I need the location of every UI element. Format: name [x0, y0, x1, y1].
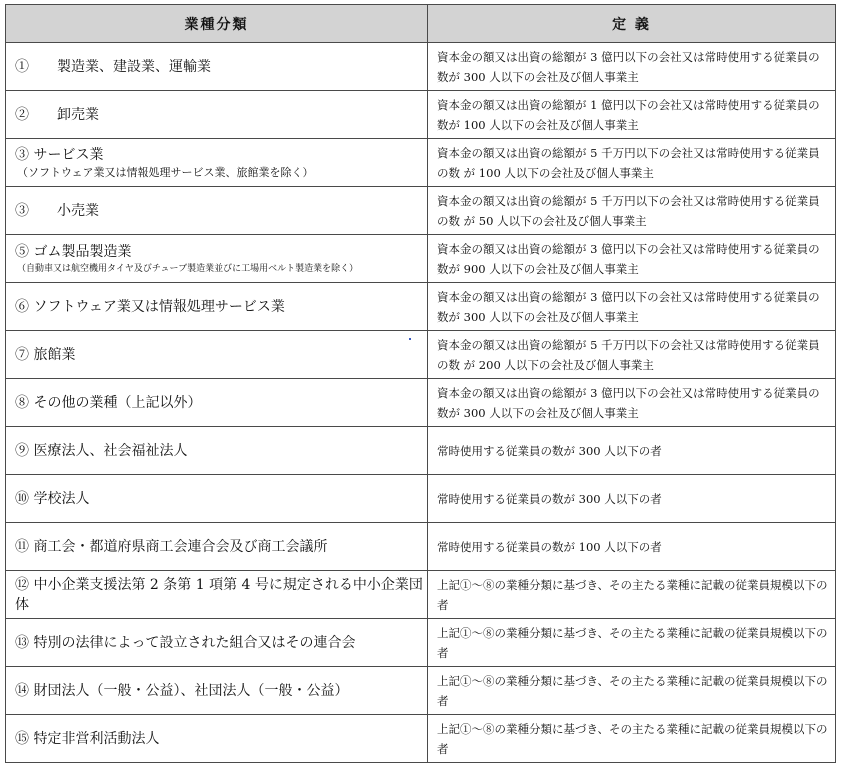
category-label: ⑦ 旅館業: [15, 346, 76, 363]
category-label: ③ 小売業: [15, 202, 99, 219]
header-category: 業種分類: [6, 5, 428, 43]
definition-text: 資本金の額又は出資の総額が 5 千万円以下の会社又は常時使用する従業員の数 が 50 人以下の会社及び個人事業主: [437, 193, 820, 228]
definition-text: 常時使用する従業員の数が 100 人以下の者: [437, 539, 662, 554]
definition-cell: [428, 619, 836, 667]
definition-cell: [428, 667, 836, 715]
definition-cell: [428, 91, 836, 139]
category-cell: [6, 235, 428, 283]
table-row: [6, 571, 836, 619]
table-row: [6, 379, 836, 427]
definition-cell: [428, 331, 836, 379]
category-cell: [6, 283, 428, 331]
category-label: ⑪ 商工会・都道府県商工会連合会及び商工会議所: [15, 538, 328, 555]
table-row: [6, 187, 836, 235]
definition-text: 資本金の額又は出資の総額が 5 千万円以下の会社又は常時使用する従業員の数 が 100 人以下の会社及び個人事業主: [437, 145, 820, 180]
category-label: ① 製造業、建設業、運輸業: [15, 58, 211, 75]
definition-text: 資本金の額又は出資の総額が 3 億円以下の会社又は常時使用する従業員の数が 900 人以下の会社及び個人事業主: [437, 241, 820, 276]
category-label: ⑬ 特別の法律によって設立された組合又はその連合会: [15, 634, 356, 651]
definition-text: 資本金の額又は出資の総額が 3 億円以下の会社又は常時使用する従業員の数が 300 人以下の会社及び個人事業主: [437, 385, 820, 420]
definition-cell: [428, 715, 836, 763]
definition-text: 常時使用する従業員の数が 300 人以下の者: [437, 491, 662, 506]
category-label: ⑭ 財団法人（一般・公益）、社団法人（一般・公益）: [15, 682, 349, 699]
category-cell: [6, 523, 428, 571]
table-row: [6, 43, 836, 91]
definition-cell: [428, 475, 836, 523]
industry-definition-table: [5, 4, 836, 763]
category-cell: [6, 571, 428, 619]
table-row: [6, 91, 836, 139]
category-label: ⑮ 特定非営利活動法人: [15, 730, 160, 747]
table-row: [6, 475, 836, 523]
table-row: [6, 667, 836, 715]
category-cell: [6, 715, 428, 763]
table-row: [6, 139, 836, 187]
category-note: （自動車又は航空機用タイヤ及びチューブ製造業並びに工場用ベルト製造業を除く）: [17, 263, 359, 274]
definition-cell: [428, 235, 836, 283]
category-label: ⑩ 学校法人: [15, 490, 90, 507]
definition-text: 上記①～⑧の業種分類に基づき、その主たる業種に記載の従業員規模以下の者: [437, 673, 828, 708]
definition-text: 資本金の額又は出資の総額が 3 億円以下の会社又は常時使用する従業員の数が 300 人以下の会社及び個人事業主: [437, 49, 820, 84]
category-label: ⑫ 中小企業支援法第 2 条第 1 項第 4 号に規定される中小企業団体: [15, 576, 423, 613]
stray-dot-mark: [409, 338, 411, 340]
definition-cell: [428, 571, 836, 619]
definition-cell: [428, 139, 836, 187]
definition-text: 上記①～⑧の業種分類に基づき、その主たる業種に記載の従業員規模以下の者: [437, 721, 828, 756]
definition-cell: [428, 523, 836, 571]
table-row: [6, 619, 836, 667]
definition-text: 資本金の額又は出資の総額が 1 億円以下の会社又は常時使用する従業員の数が 100 人以下の会社及び個人事業主: [437, 97, 820, 132]
category-label: ⑨ 医療法人、社会福祉法人: [15, 442, 188, 459]
category-label: ⑤ ゴム製品製造業: [15, 243, 132, 260]
category-cell: [6, 91, 428, 139]
definition-text: 資本金の額又は出資の総額が 3 億円以下の会社又は常時使用する従業員の数が 300 人以下の会社及び個人事業主: [437, 289, 820, 324]
table-row: [6, 715, 836, 763]
category-cell: [6, 427, 428, 475]
category-cell: [6, 187, 428, 235]
category-label: ⑧ その他の業種（上記以外）: [15, 394, 202, 411]
category-cell: [6, 667, 428, 715]
table-row: [6, 331, 836, 379]
definition-cell: [428, 427, 836, 475]
category-label: ⑥ ソフトウェア業又は情報処理サービス業: [15, 298, 285, 315]
header-definition: 定 義: [428, 5, 836, 43]
category-cell: [6, 139, 428, 187]
category-cell: [6, 331, 428, 379]
category-cell: [6, 619, 428, 667]
definition-text: 資本金の額又は出資の総額が 5 千万円以下の会社又は常時使用する従業員の数 が 200 人以下の会社及び個人事業主: [437, 337, 820, 372]
table-row: [6, 283, 836, 331]
definition-cell: [428, 283, 836, 331]
definition-text: 上記①～⑧の業種分類に基づき、その主たる業種に記載の従業員規模以下の者: [437, 625, 828, 660]
category-cell: [6, 43, 428, 91]
category-cell: [6, 475, 428, 523]
table-row: [6, 427, 836, 475]
definition-cell: [428, 379, 836, 427]
category-label: ② 卸売業: [15, 106, 99, 123]
definition-text: 上記①～⑧の業種分類に基づき、その主たる業種に記載の従業員規模以下の者: [437, 577, 828, 612]
definition-cell: [428, 43, 836, 91]
category-label: ③ サービス業: [15, 146, 104, 163]
definition-cell: [428, 187, 836, 235]
category-note: （ソフトウェア業又は情報処理サービス業、旅館業を除く）: [17, 165, 314, 179]
table-header-row: [6, 5, 836, 43]
definition-text: 常時使用する従業員の数が 300 人以下の者: [437, 443, 662, 458]
category-cell: [6, 379, 428, 427]
table-row: [6, 235, 836, 283]
table-row: [6, 523, 836, 571]
